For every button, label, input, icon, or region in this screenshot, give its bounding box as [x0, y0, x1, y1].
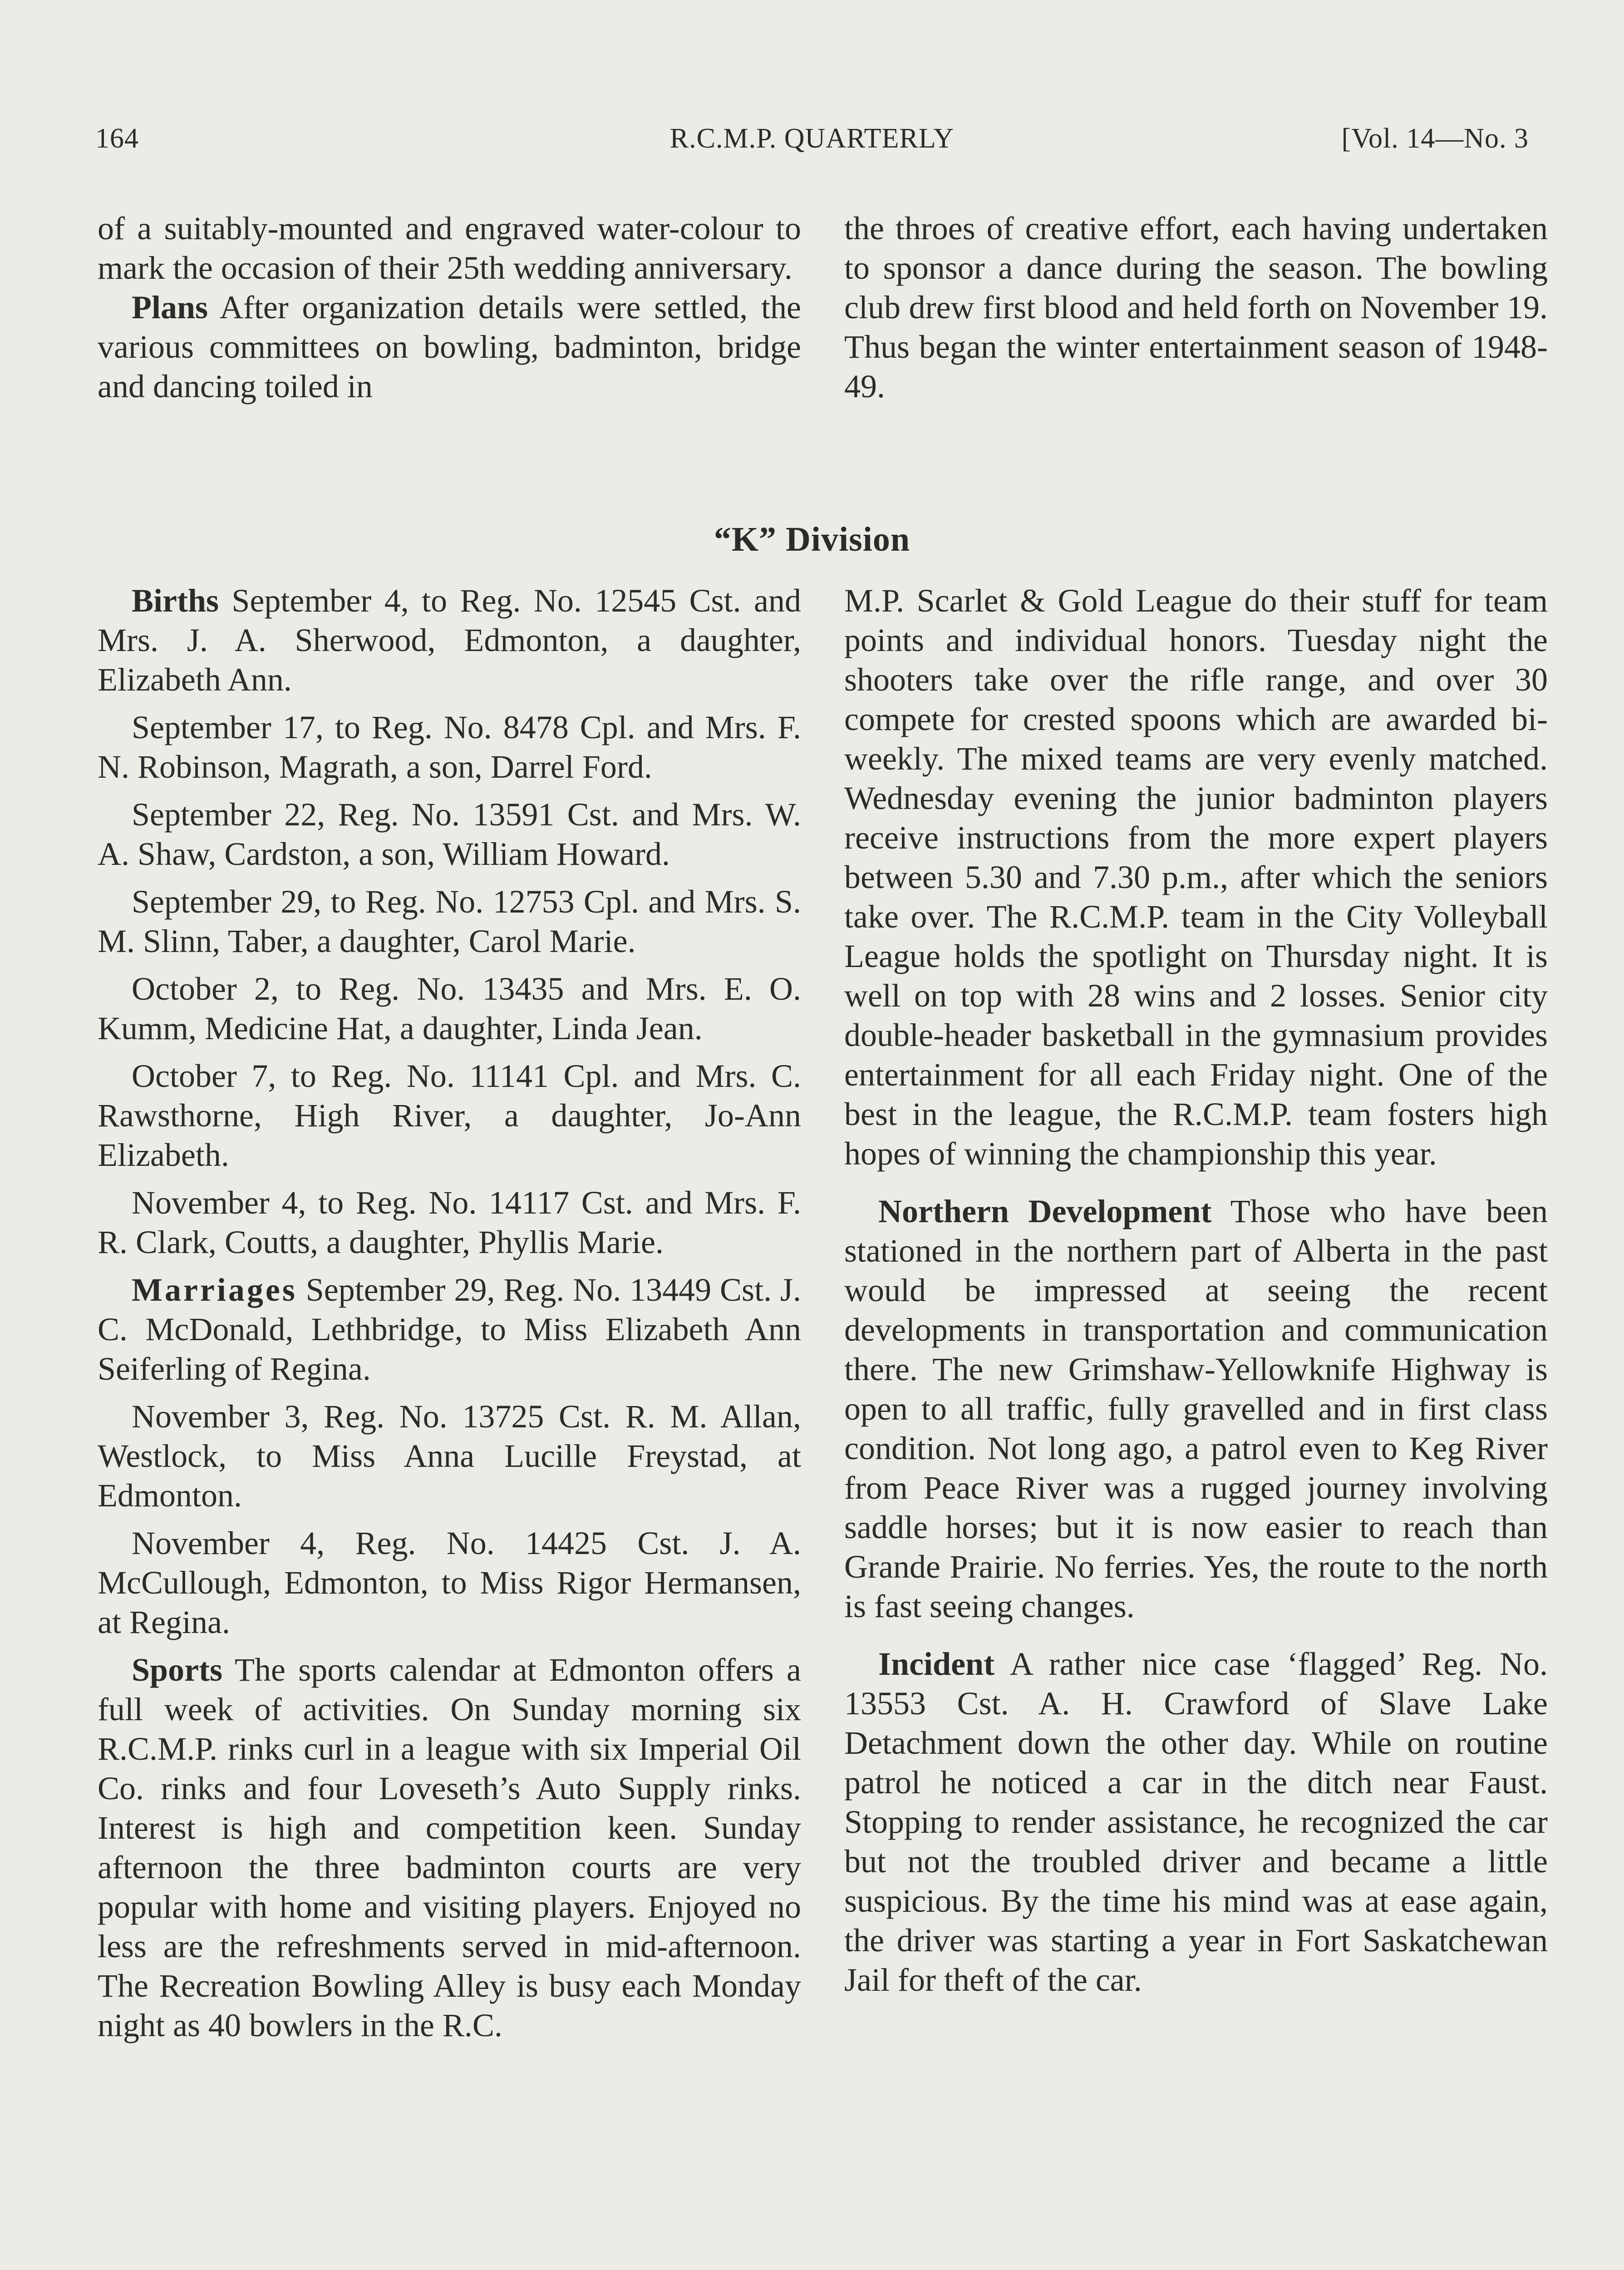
- birth-notice: October 7, to Reg. No. 11141 Cpl. and Mrs. C. Rawsthorne, High River, a daughter, Jo-Ann Elizabeth.: [98, 1058, 801, 1173]
- paragraph-anniversary: of a suitably-mounted and engraved water-colour to mark the occasion of their 25th wedding anniversary.: [98, 210, 801, 286]
- birth-notice: September 17, to Reg. No. 8478 Cpl. and Mrs. F. N. Robinson, Magrath, a son, Darrel Ford.: [98, 709, 801, 785]
- northern-development-text: Those who have been stationed in the northern part of Alberta in the past would be impressed at seeing the recent developments in transportation and communication there. The new Grimshaw-Yellowknife Highway is open to all traffic, fully gravelled and in first class condition. Not long ago, a patrol even to Keg River from Peace River was a rugged journey involving saddle horses; but it is now easier to reach than Grande Prairie. No ferries. Yes, the route to the north is fast seeing changes.: [844, 1193, 1548, 1624]
- northern-development-heading: Northern Development: [878, 1193, 1212, 1229]
- birth-notice: September 29, to Reg. No. 12753 Cpl. and Mrs. S. M. Slinn, Taber, a daughter, Carol Marie.: [98, 883, 801, 959]
- marriage-notice: November 4, Reg. No. 14425 Cst. J. A. McCullough, Edmonton, to Miss Rigor Hermansen, at Regina.: [98, 1525, 801, 1640]
- section-heading: “K” Division: [714, 520, 910, 558]
- birth-notice: November 4, to Reg. No. 14117 Cst. and Mrs. F. R. Clark, Coutts, a daughter, Phyllis Marie.: [98, 1184, 801, 1260]
- top-right-column: [844, 209, 1548, 406]
- volume-label: [Vol. 14—No. 3: [1341, 123, 1529, 154]
- paragraph-marriages: [98, 1270, 801, 1389]
- marriages-heading: Marriages: [132, 1272, 297, 1308]
- marriage-notice: November 3, Reg. No. 13725 Cst. R. M. Allan, Westlock, to Miss Anna Lucille Freystad, at Edmonton.: [98, 1398, 801, 1514]
- right-column: [844, 581, 1548, 2000]
- paragraph-incident: [844, 1644, 1548, 2000]
- births-text: September 4, to Reg. No. 12545 Cst. and Mrs. J. A. Sherwood, Edmonton, a daughter, Elizabeth Ann.: [98, 582, 801, 698]
- paragraph-dance-season: the throes of creative effort, each having undertaken to sponsor a dance during the season. The bowling club drew first blood and held forth on November 19. Thus began the winter entertainment season of 1948-49.: [844, 210, 1548, 405]
- plans-text: After organization details were settled, the various committees on bowling, badminton, bridge and dancing toiled in: [98, 289, 801, 405]
- incident-text: A rather nice case ‘flagged’ Reg. No. 13553 Cst. A. H. Crawford of Slave Lake Detachment down the other day. While on routine patrol he noticed a car in the ditch near Faust. Stopping to render assistance, he recognized the car but not the troubled driver and became a little suspicious. By the time his mind was at ease again, the driver was starting a year in Fort Saskatchewan Jail for theft of the car.: [844, 1646, 1548, 1998]
- birth-notice: October 2, to Reg. No. 13435 and Mrs. E. O. Kumm, Medicine Hat, a daughter, Linda Jean.: [98, 971, 801, 1046]
- plans-heading: Plans: [132, 289, 208, 326]
- paragraph-births: [98, 581, 801, 700]
- paragraph-plans: [98, 288, 801, 406]
- sports-text: The sports calendar at Edmonton offers a full week of activities. On Sunday morning six R.C.M.P. rinks curl in a league with six Imperial Oil Co. rinks and four Loveseth’s Auto Supply rinks. Interest is high and competition keen. Sunday afternoon the three badminton courts are very popular with home and visiting players. Enjoyed no less are the refreshments served in mid-afternoon. The Recreation Bowling Alley is busy each Monday night as 40 bowlers in the R.C.: [98, 1652, 801, 2043]
- incident-heading: Incident: [878, 1646, 995, 1682]
- birth-notice: September 22, Reg. No. 13591 Cst. and Mrs. W. A. Shaw, Cardston, a son, William Howard.: [98, 796, 801, 872]
- paragraph-sports: [98, 1650, 801, 2045]
- births-heading: Births: [132, 582, 219, 619]
- running-header: [95, 123, 1529, 163]
- paragraph-sports-continued: M.P. Scarlet & Gold League do their stuff for team points and individual honors. Tuesday night the shooters take over the rifle range, and over 30 compete for crested spoons which are awarded bi-weekly. The mixed teams are very evenly matched. Wednesday evening the junior badminton players receive instructions from the more expert players between 5.30 and 7.30 p.m., after which the seniors take over. The R.C.M.P. team in the City Volleyball League holds the spotlight on Thursday night. It is well on top with 28 wins and 2 losses. Senior city double-header basketball in the gymnasium provides entertainment for all each Friday night. One of the best in the league, the R.C.M.P. team fosters high hopes of winning the championship this year.: [844, 582, 1548, 1172]
- page-number: 164: [95, 123, 139, 154]
- left-column: [98, 581, 801, 2045]
- marriages-text: September 29, Reg. No. 13449 Cst. J. C. McDonald, Lethbridge, to Miss Elizabeth Ann Seiferling of Regina.: [98, 1272, 801, 1387]
- top-left-column: [98, 209, 801, 406]
- paragraph-northern-development: [844, 1192, 1548, 1626]
- publication-title: R.C.M.P. QUARTERLY: [669, 123, 955, 154]
- sports-heading: Sports: [132, 1652, 223, 1688]
